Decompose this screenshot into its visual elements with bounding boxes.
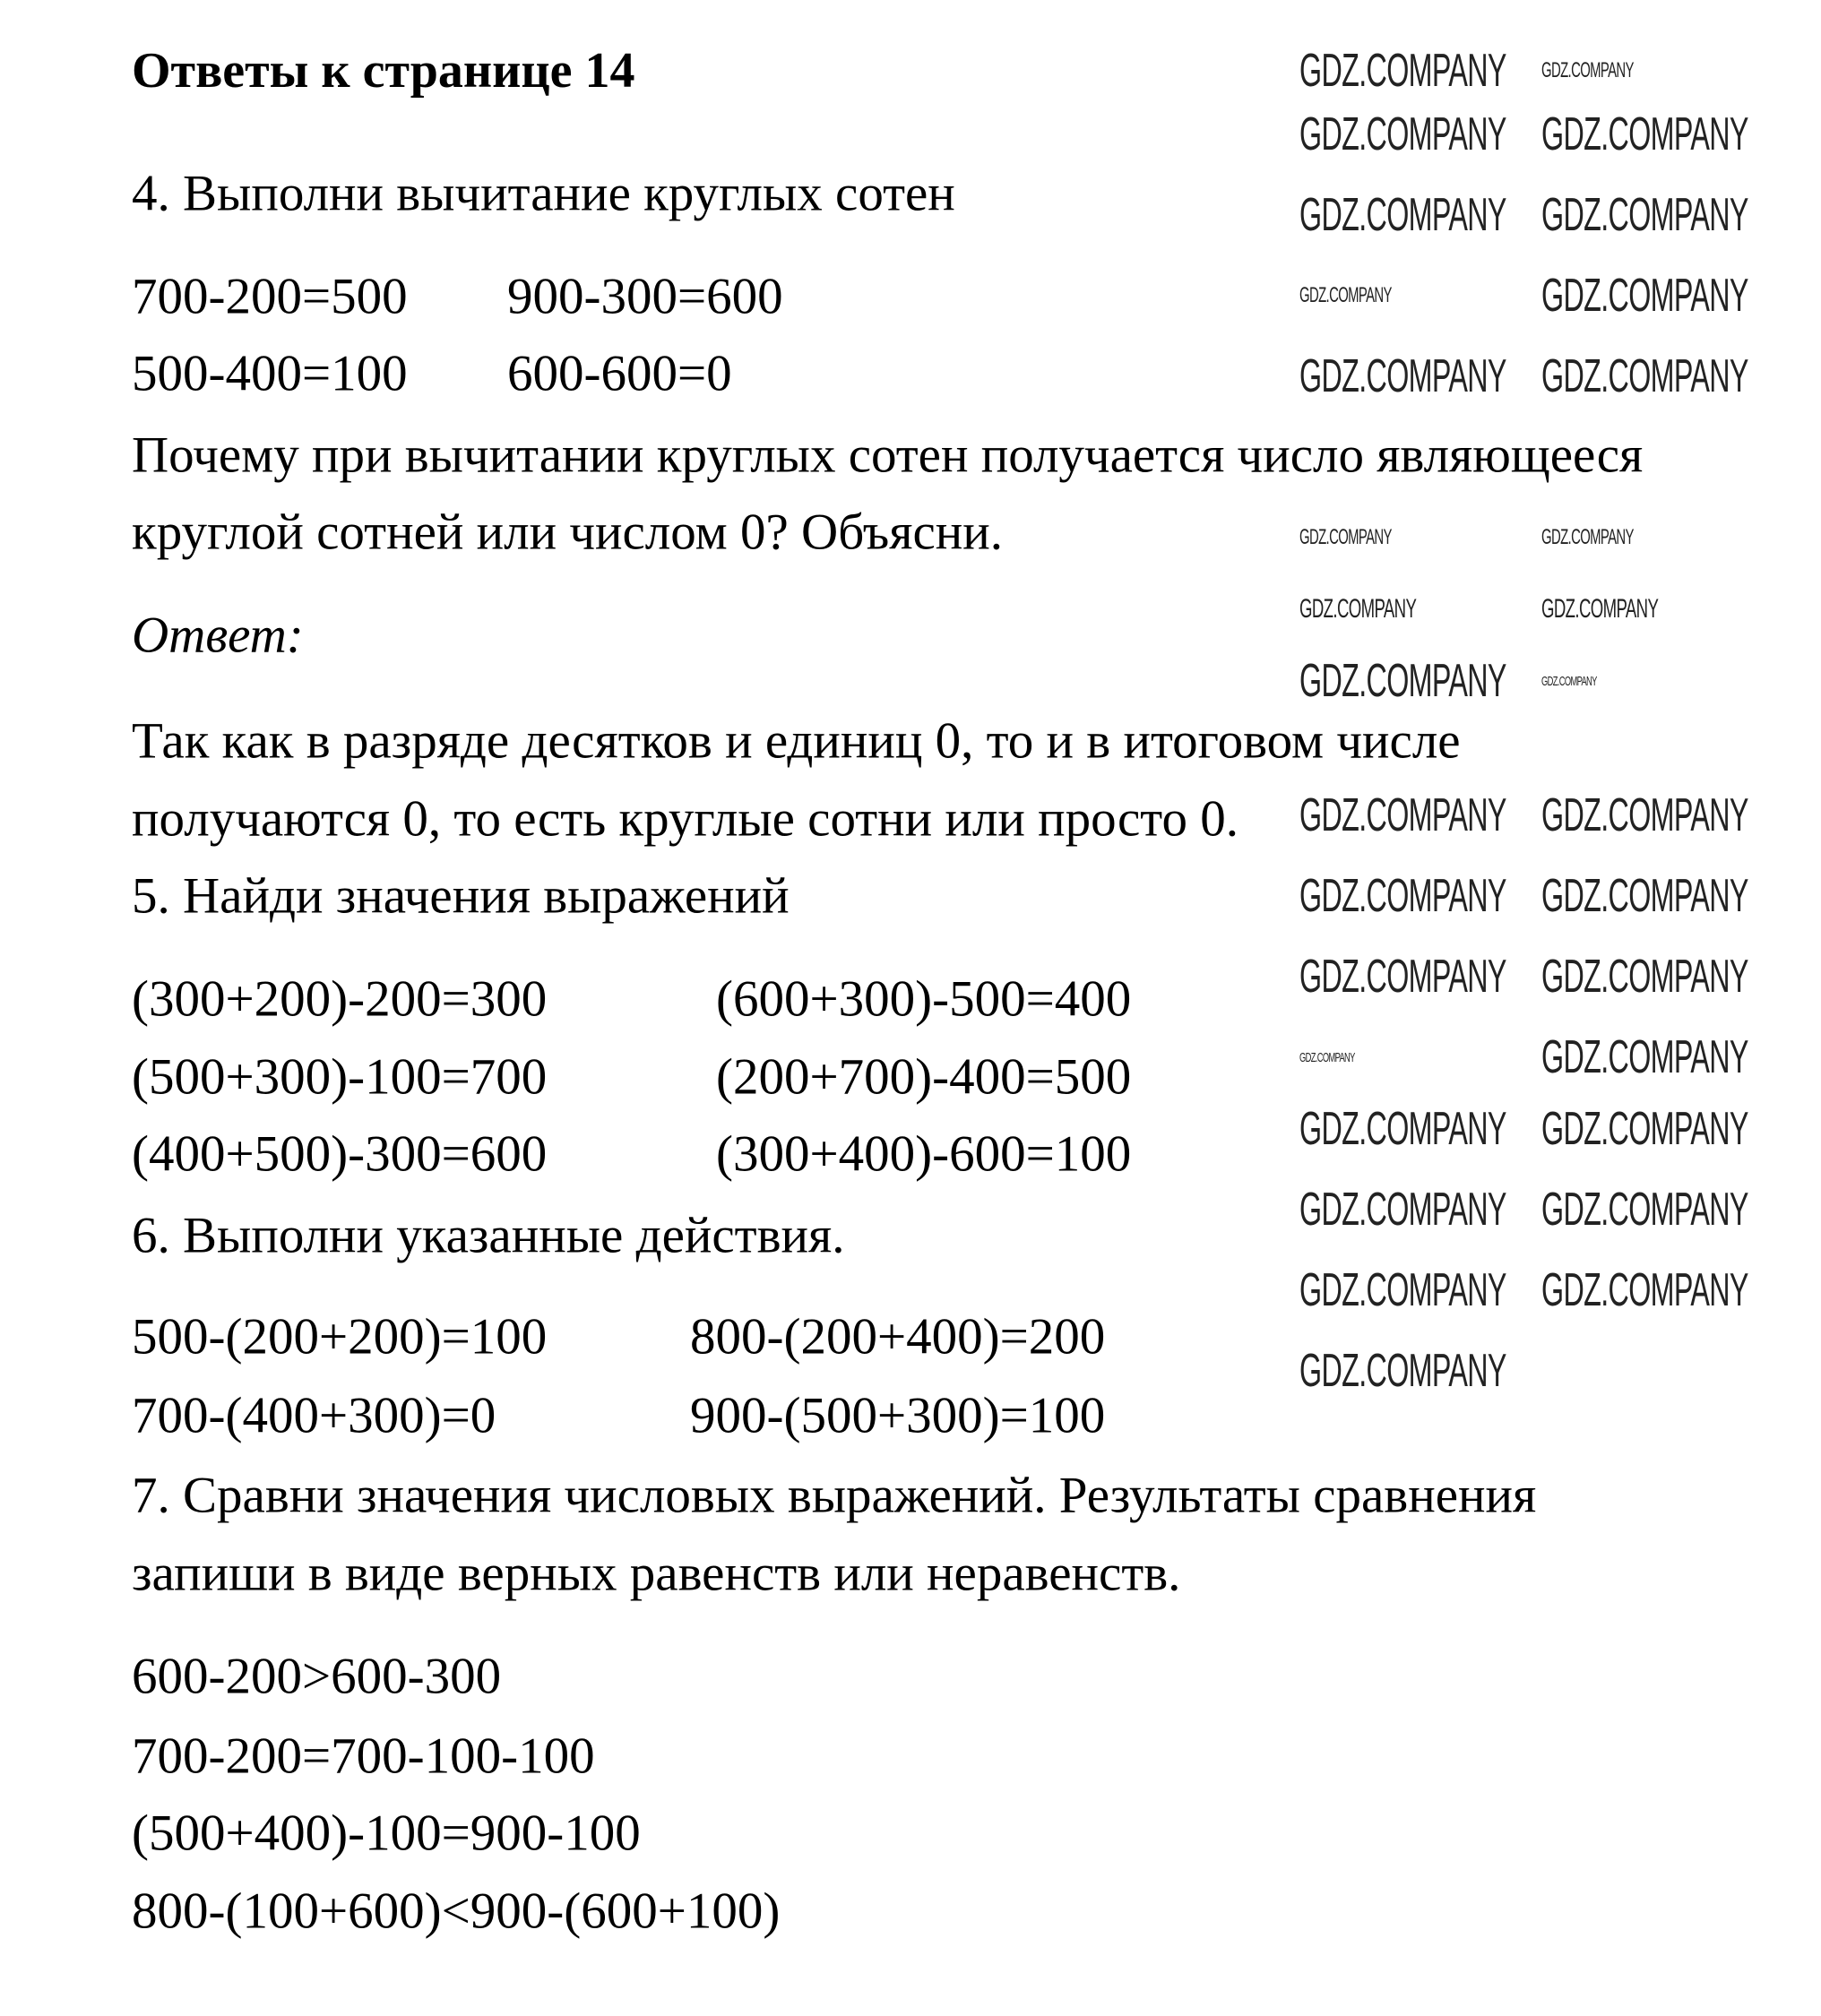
watermark: GDZ.COMPANY xyxy=(1299,1264,1506,1316)
watermark: GDZ.COMPANY xyxy=(1299,1050,1355,1065)
task4-answer: получаются 0, то есть круглые сотни или просто 0. xyxy=(132,790,1238,848)
watermark: GDZ.COMPANY xyxy=(1299,789,1506,841)
task5-expr: (200+700)-400=500 xyxy=(716,1048,1132,1106)
task4-expr: 700-200=500 xyxy=(132,268,408,325)
watermark: GDZ.COMPANY xyxy=(1541,1264,1748,1316)
task6-heading: 6. Выполни указанные действия. xyxy=(132,1207,845,1264)
watermark: GDZ.COMPANY xyxy=(1299,655,1506,707)
watermark: GDZ.COMPANY xyxy=(1541,189,1748,241)
task7-heading: 7. Сравни значения числовых выражений. Результаты сравнения xyxy=(132,1467,1537,1524)
watermark: GDZ.COMPANY xyxy=(1299,1345,1506,1397)
watermark: GDZ.COMPANY xyxy=(1541,951,1748,1003)
watermark: GDZ.COMPANY xyxy=(1541,789,1748,841)
watermark: GDZ.COMPANY xyxy=(1541,1184,1748,1236)
watermark: GDZ.COMPANY xyxy=(1541,350,1748,402)
task4-question: круглой сотней или числом 0? Объясни. xyxy=(132,504,1004,561)
watermark: GDZ.COMPANY xyxy=(1299,108,1506,160)
watermark: GDZ.COMPANY xyxy=(1541,1031,1748,1083)
watermark: GDZ.COMPANY xyxy=(1299,870,1506,922)
task5-expr: (300+200)-200=300 xyxy=(132,970,548,1028)
watermark: GDZ.COMPANY xyxy=(1541,525,1634,549)
task5-heading: 5. Найди значения выражений xyxy=(132,867,790,925)
watermark: GDZ.COMPANY xyxy=(1541,674,1597,689)
watermark: GDZ.COMPANY xyxy=(1299,951,1506,1003)
page-title: Ответы к странице 14 xyxy=(132,43,635,99)
watermark: GDZ.COMPANY xyxy=(1541,870,1748,922)
task4-expr: 900-300=600 xyxy=(507,268,783,325)
watermark: GDZ.COMPANY xyxy=(1299,189,1506,241)
watermark: GDZ.COMPANY xyxy=(1541,58,1634,82)
task6-expr: 900-(500+300)=100 xyxy=(690,1387,1106,1444)
watermark: GDZ.COMPANY xyxy=(1299,45,1506,97)
task7-expr: (500+400)-100=900-100 xyxy=(132,1805,641,1862)
watermark: GDZ.COMPANY xyxy=(1299,283,1392,307)
task6-expr: 700-(400+300)=0 xyxy=(132,1387,496,1444)
task6-expr: 500-(200+200)=100 xyxy=(132,1308,548,1366)
task5-expr: (600+300)-500=400 xyxy=(716,970,1132,1028)
answer-label: Ответ: xyxy=(132,607,304,664)
task4-expr: 500-400=100 xyxy=(132,345,408,402)
watermark: GDZ.COMPANY xyxy=(1299,1103,1506,1155)
watermark: GDZ.COMPANY xyxy=(1299,1184,1506,1236)
task7-expr: 700-200=700-100-100 xyxy=(132,1727,595,1785)
task6-expr: 800-(200+400)=200 xyxy=(690,1308,1106,1366)
watermark: GDZ.COMPANY xyxy=(1299,594,1417,624)
task5-expr: (300+400)-600=100 xyxy=(716,1125,1132,1183)
task4-expr: 600-600=0 xyxy=(507,345,732,402)
watermark: GDZ.COMPANY xyxy=(1541,108,1748,160)
task5-expr: (500+300)-100=700 xyxy=(132,1048,548,1106)
task7-expr: 600-200>600-300 xyxy=(132,1648,502,1705)
watermark: GDZ.COMPANY xyxy=(1299,525,1392,549)
task4-answer: Так как в разряде десятков и единиц 0, то и в итоговом числе xyxy=(132,712,1461,770)
watermark: GDZ.COMPANY xyxy=(1299,350,1506,402)
watermark: GDZ.COMPANY xyxy=(1541,1103,1748,1155)
task4-heading: 4. Выполни вычитание круглых сотен xyxy=(132,165,955,222)
watermark: GDZ.COMPANY xyxy=(1541,270,1748,322)
watermark: GDZ.COMPANY xyxy=(1541,594,1659,624)
task5-expr: (400+500)-300=600 xyxy=(132,1125,548,1183)
task4-question: Почему при вычитании круглых сотен получается число являющееся xyxy=(132,426,1644,484)
task7-heading: запиши в виде верных равенств или неравенств. xyxy=(132,1545,1181,1602)
task7-expr: 800-(100+600)<900-(600+100) xyxy=(132,1882,781,1940)
